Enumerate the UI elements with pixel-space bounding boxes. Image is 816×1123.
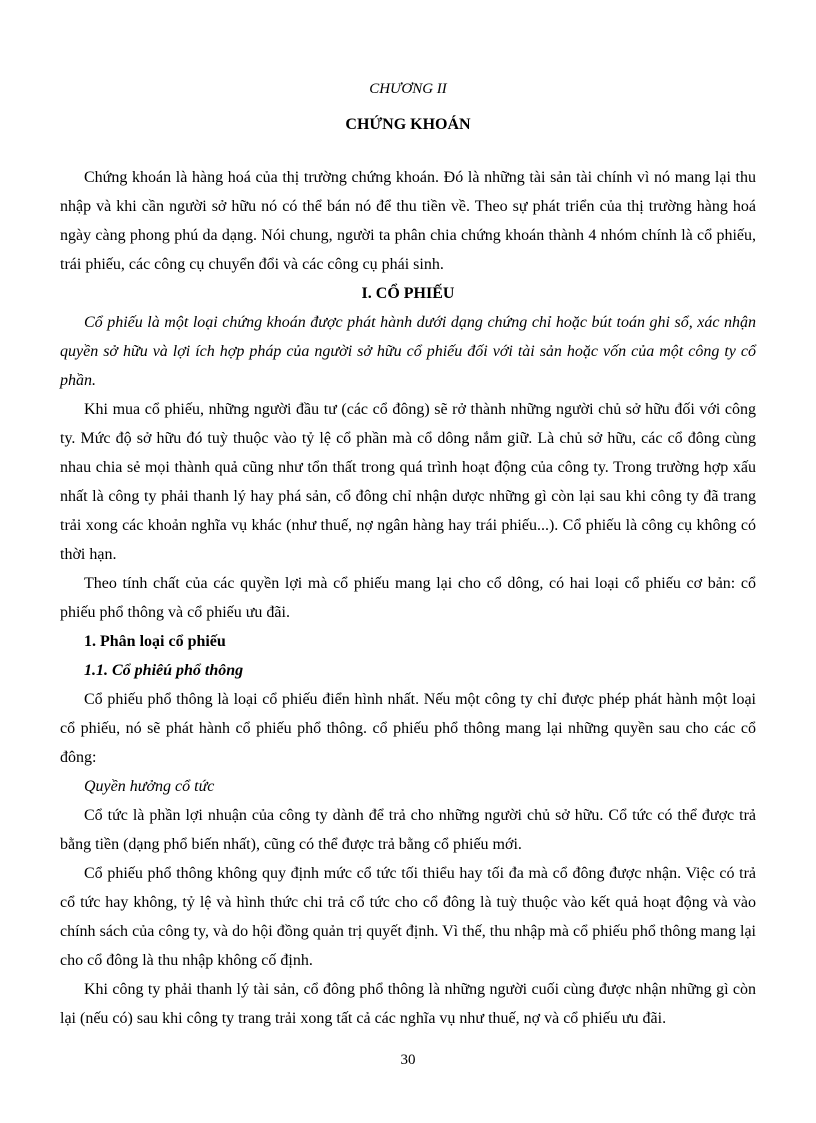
dividend-right-heading: Quyền hưởng cổ tức [84, 778, 215, 795]
liquidation-paragraph: Khi công ty phải thanh lý tài sản, cổ đông phổ thông là những người cuối cùng được nhận những gì còn lại (nếu có) sau khi công ty trang trải xong tất cả các nghĩa vụ như thuế, nợ và cổ phiếu ưu đãi. [60, 981, 756, 1027]
common-stock-paragraph: Cổ phiếu phổ thông là loại cổ phiếu điển hình nhất. Nếu một công ty chỉ được phép phát hành một loại cổ phiếu, nó sẽ phát hành cổ phiếu phổ thông. cổ phiếu phổ thông mang lại những quyền sau cho các cổ đông: [60, 691, 756, 766]
page-content [60, 78, 756, 1033]
intro-paragraph: Chứng khoán là hàng hoá của thị trường chứng khoán. Đó là những tài sản tài chính vì nó mang lại thu nhập và khi cần người sở hữu nó có thể bán nó để thu tiền về. Theo sự phát triển của thị trường hàng hoá ngày càng phong phú da dạng. Nói chung, người ta phân chia chứng khoán thành 4 nhóm chính là cổ phiếu, trái phiếu, các công cụ chuyển đổi và các công cụ phái sinh. [60, 169, 756, 273]
classification-heading: 1. Phân loại cổ phiếu [84, 633, 226, 650]
section-title: I. CỔ PHIẾU [361, 285, 455, 302]
ownership-paragraph: Khi mua cổ phiếu, những người đầu tư (các cổ đông) sẽ rở thành những người chủ sở hữu đối với công ty. Mức độ sở hữu đó tuỳ thuộc vào tỷ lệ cổ phần mà cổ dông nắm giữ. Là chủ sở hữu, các cổ đông cùng nhau chia sẻ mọi thành quả cũng như tổn thất trong quá trình hoạt động của công ty. Trong trường hợp xấu nhất là công ty phải thanh lý hay phá sản, cổ đông chỉ nhận dược những gì còn lại sau khi công ty đã trang trải xong các khoản nghĩa vụ khác (như thuế, nợ ngân hàng hay trái phiếu...). Cổ phiếu là công cụ không có thời hạn. [60, 401, 756, 563]
chapter-label: CHƯƠNG II [369, 81, 447, 97]
dividend-paragraph-2: Cổ phiếu phổ thông không quy định mức cổ tức tối thiểu hay tối đa mà cổ đông được nhận. Việc có trả cổ tức hay không, tỷ lệ và hình thức chi trả cổ tức cho cổ đông là tuỳ thuộc vào kết quả hoạt động và vào chính sách của công ty, và do hội đồng quản trị quyết định. Vì thế, thu nhập mà cổ phiếu phổ thông mang lại cho cổ đông là thu nhập không cố định. [60, 865, 756, 969]
types-paragraph: Theo tính chất của các quyền lợi mà cổ phiếu mang lại cho cổ dông, có hai loại cổ phiếu cơ bản: cổ phiếu phổ thông và cổ phiếu ưu đãi. [60, 575, 756, 621]
page-number: 30 [400, 1052, 416, 1068]
common-stock-heading: 1.1. Cổ phiêú phổ thông [84, 662, 244, 679]
chapter-title: CHỨNG KHOÁN [345, 116, 471, 133]
dividend-paragraph-1: Cổ tức là phần lợi nhuận của công ty dành để trả cho những người chủ sở hữu. Cổ tức có thể được trả bằng tiền (dạng phổ biến nhất), cũng có thể được trả bằng cổ phiếu mới. [60, 807, 756, 853]
definition-paragraph: Cổ phiếu là một loại chứng khoán được phát hành dưới dạng chứng chỉ hoặc bút toán ghi sổ, xác nhận quyền sở hữu và lợi ích hợp pháp của người sở hữu cổ phiếu đối với tài sản hoặc vốn của một công ty cổ phần. [60, 314, 756, 389]
